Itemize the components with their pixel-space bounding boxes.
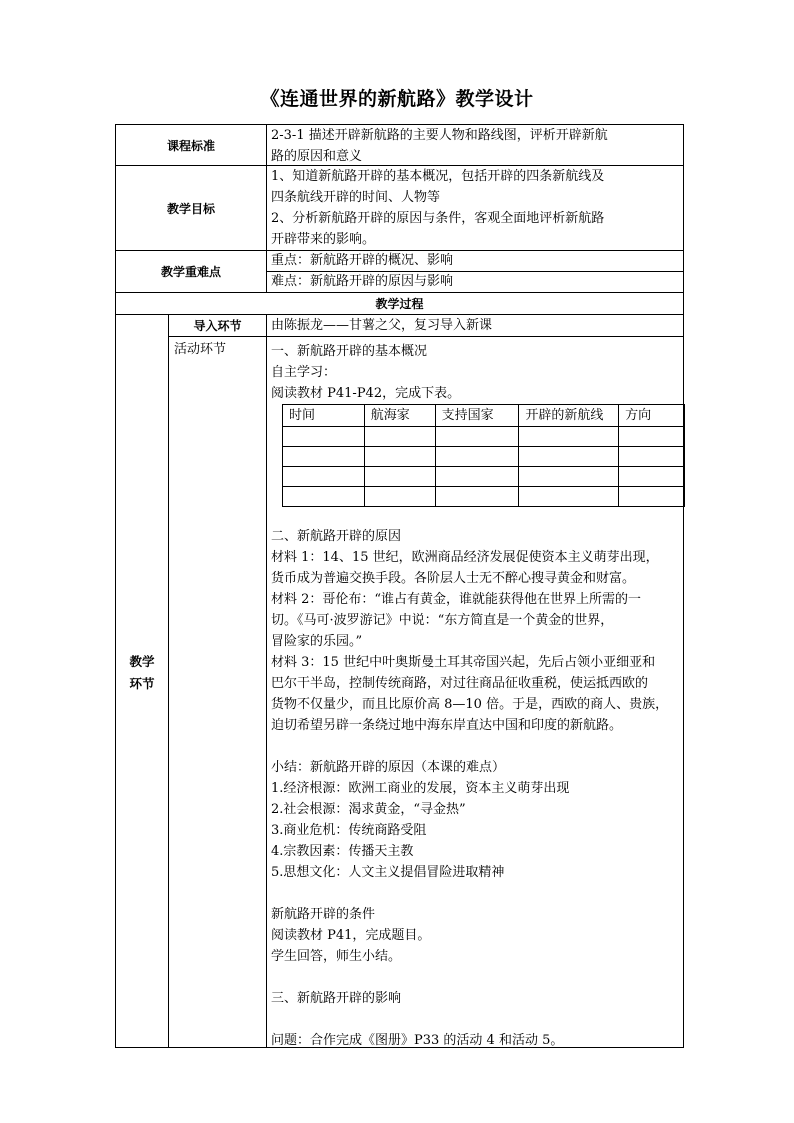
section3-heading: 三、新航路开辟的影响 (271, 991, 402, 1006)
text-line: 四条航线开辟的时间、人物等 (271, 190, 441, 205)
blank-cell[interactable] (519, 467, 619, 487)
blank-cell[interactable] (283, 487, 365, 507)
worksheet-blank-row (283, 467, 685, 487)
header-text: 教学过程 (375, 297, 424, 311)
column-header: 航海家 (364, 405, 435, 427)
blank-cell[interactable] (283, 427, 365, 447)
column-header: 方向 (619, 405, 685, 427)
blank-cell[interactable] (435, 427, 519, 447)
conditions-title: 新航路开辟的条件 (271, 907, 376, 922)
label-text: 导入环节 (193, 319, 242, 333)
material-3-line: 巴尔干半岛，控制传统商路，对过往商品征收重税，使运抵西欧的 (271, 676, 649, 691)
blank-cell[interactable] (435, 467, 519, 487)
reading-instruction: 阅读教材 P41-P42，完成下表。 (271, 386, 461, 401)
blank-line (271, 1009, 683, 1030)
summary-item: 4.宗教因素：传播天主教 (271, 844, 414, 859)
label-teaching-goals (115, 165, 267, 251)
material-3-line: 迫切希望另辟一条绕过地中海东岸直达中国和印度的新航路。 (271, 718, 623, 733)
blank-cell[interactable] (619, 467, 685, 487)
label-text: 教学重难点 (160, 265, 221, 279)
blank-cell[interactable] (283, 467, 365, 487)
document-title: 《连通世界的新航路》教学设计 (260, 88, 534, 110)
text-line: 由陈振龙——甘薯之父，复习导入新课 (271, 318, 493, 333)
teaching-goals-content (266, 165, 684, 251)
material-1-line: 货币成为普遍交换手段。各阶层人士无不醉心搜寻黄金和财富。 (271, 571, 636, 586)
label-text: 课程标准 (166, 138, 215, 153)
material-2-line: 材料 2：哥伦布：“谁占有黄金，谁就能获得他在世界上所需的一 (271, 592, 642, 607)
worksheet-blank-row (283, 427, 685, 447)
label-curriculum-standard (115, 124, 267, 166)
blank-cell[interactable] (364, 487, 435, 507)
text-line: 开辟带来的影响。 (271, 232, 376, 247)
text-line: 难点：新航路开辟的原因与影响 (271, 274, 454, 289)
text-line: 2、分析新航路开辟的原因与条件，客观全面地评析新航路 (271, 211, 605, 226)
worksheet-blank-row (283, 487, 685, 507)
material-2-line: 切。《马可·波罗游记》中说：“东方简直是一个黄金的世界， (271, 613, 614, 628)
summary-item: 2.社会根源：渴求黄金，“寻金热” (271, 802, 466, 817)
difficult-point-content (266, 271, 684, 293)
blank-cell[interactable] (364, 467, 435, 487)
text-line: 路的原因和意义 (271, 149, 363, 164)
label-activity-stage (168, 336, 267, 1048)
summary-title: 小结：新航路开辟的原因（本课的难点） (271, 760, 506, 775)
section1-heading: 一、新航路开辟的基本概况 (271, 344, 428, 359)
blank-cell[interactable] (619, 487, 685, 507)
material-3-line: 材料 3：15 世纪中叶奥斯曼土耳其帝国兴起，先后占领小亚细亚和 (271, 655, 656, 670)
worksheet-blank-row (283, 447, 685, 467)
blank-cell[interactable] (364, 447, 435, 467)
teaching-process-header (115, 292, 684, 315)
text-line: 2-3-1 描述开辟新航路的主要人物和路线图，评析开辟新航 (271, 128, 608, 143)
blank-cell[interactable] (283, 447, 365, 467)
worksheet-header-row (283, 405, 685, 427)
activity-stage-content (266, 336, 684, 1048)
column-header: 支持国家 (435, 405, 519, 427)
section2-heading: 二、新航路开辟的原因 (271, 529, 402, 544)
blank-cell[interactable] (519, 487, 619, 507)
blank-cell[interactable] (435, 447, 519, 467)
conditions-line: 学生回答，师生小结。 (271, 949, 402, 964)
blank-cell[interactable] (435, 487, 519, 507)
blank-line (271, 883, 683, 904)
label-text: 活动环节 (174, 342, 227, 357)
new-routes-worksheet-table (282, 404, 685, 507)
label-teaching-section (115, 314, 169, 1048)
blank-cell[interactable] (364, 427, 435, 447)
summary-item: 1.经济根源：欧洲工商业的发展，资本主义萌芽出现 (271, 781, 570, 796)
lesson-plan-table (115, 124, 684, 1048)
column-header: 开辟的新航线 (519, 405, 619, 427)
blank-line (271, 505, 683, 526)
self-study-label: 自主学习： (271, 365, 337, 380)
material-3-line: 货物不仅量少，而且比原价高 8—10 倍。于是，西欧的商人、贵族， (271, 697, 669, 712)
text-line: 重点：新航路开辟的概况、影响 (271, 253, 454, 268)
text-line: 1、知道新航路开辟的基本概况，包括开辟的四条新航线及 (271, 169, 605, 184)
key-point-content (266, 250, 684, 272)
blank-cell[interactable] (619, 427, 685, 447)
curriculum-standard-content (266, 124, 684, 166)
blank-line (271, 736, 683, 757)
conditions-line: 阅读教材 P41，完成题目。 (271, 928, 431, 943)
blank-cell[interactable] (519, 427, 619, 447)
label-key-difficult-points (115, 250, 267, 293)
section3-question: 问题：合作完成《图册》P33 的活动 4 和活动 5。 (271, 1033, 564, 1048)
column-header: 时间 (283, 405, 365, 427)
material-1-line: 材料 1：14、15 世纪，欧洲商品经济发展促使资本主义萌芽出现， (271, 550, 659, 565)
blank-cell[interactable] (619, 447, 685, 467)
summary-item: 5.思想文化：人文主义提倡冒险进取精神 (271, 865, 505, 880)
label-text-line: 环节 (129, 676, 155, 691)
intro-stage-content (266, 314, 684, 337)
material-2-line: 冒险家的乐园。” (271, 634, 363, 649)
label-intro-stage (168, 314, 267, 337)
label-text: 教学目标 (166, 201, 215, 216)
summary-item: 3.商业危机：传统商路受阻 (271, 823, 427, 838)
label-text-line: 教学 (129, 654, 155, 669)
blank-line (271, 967, 683, 988)
blank-cell[interactable] (519, 447, 619, 467)
